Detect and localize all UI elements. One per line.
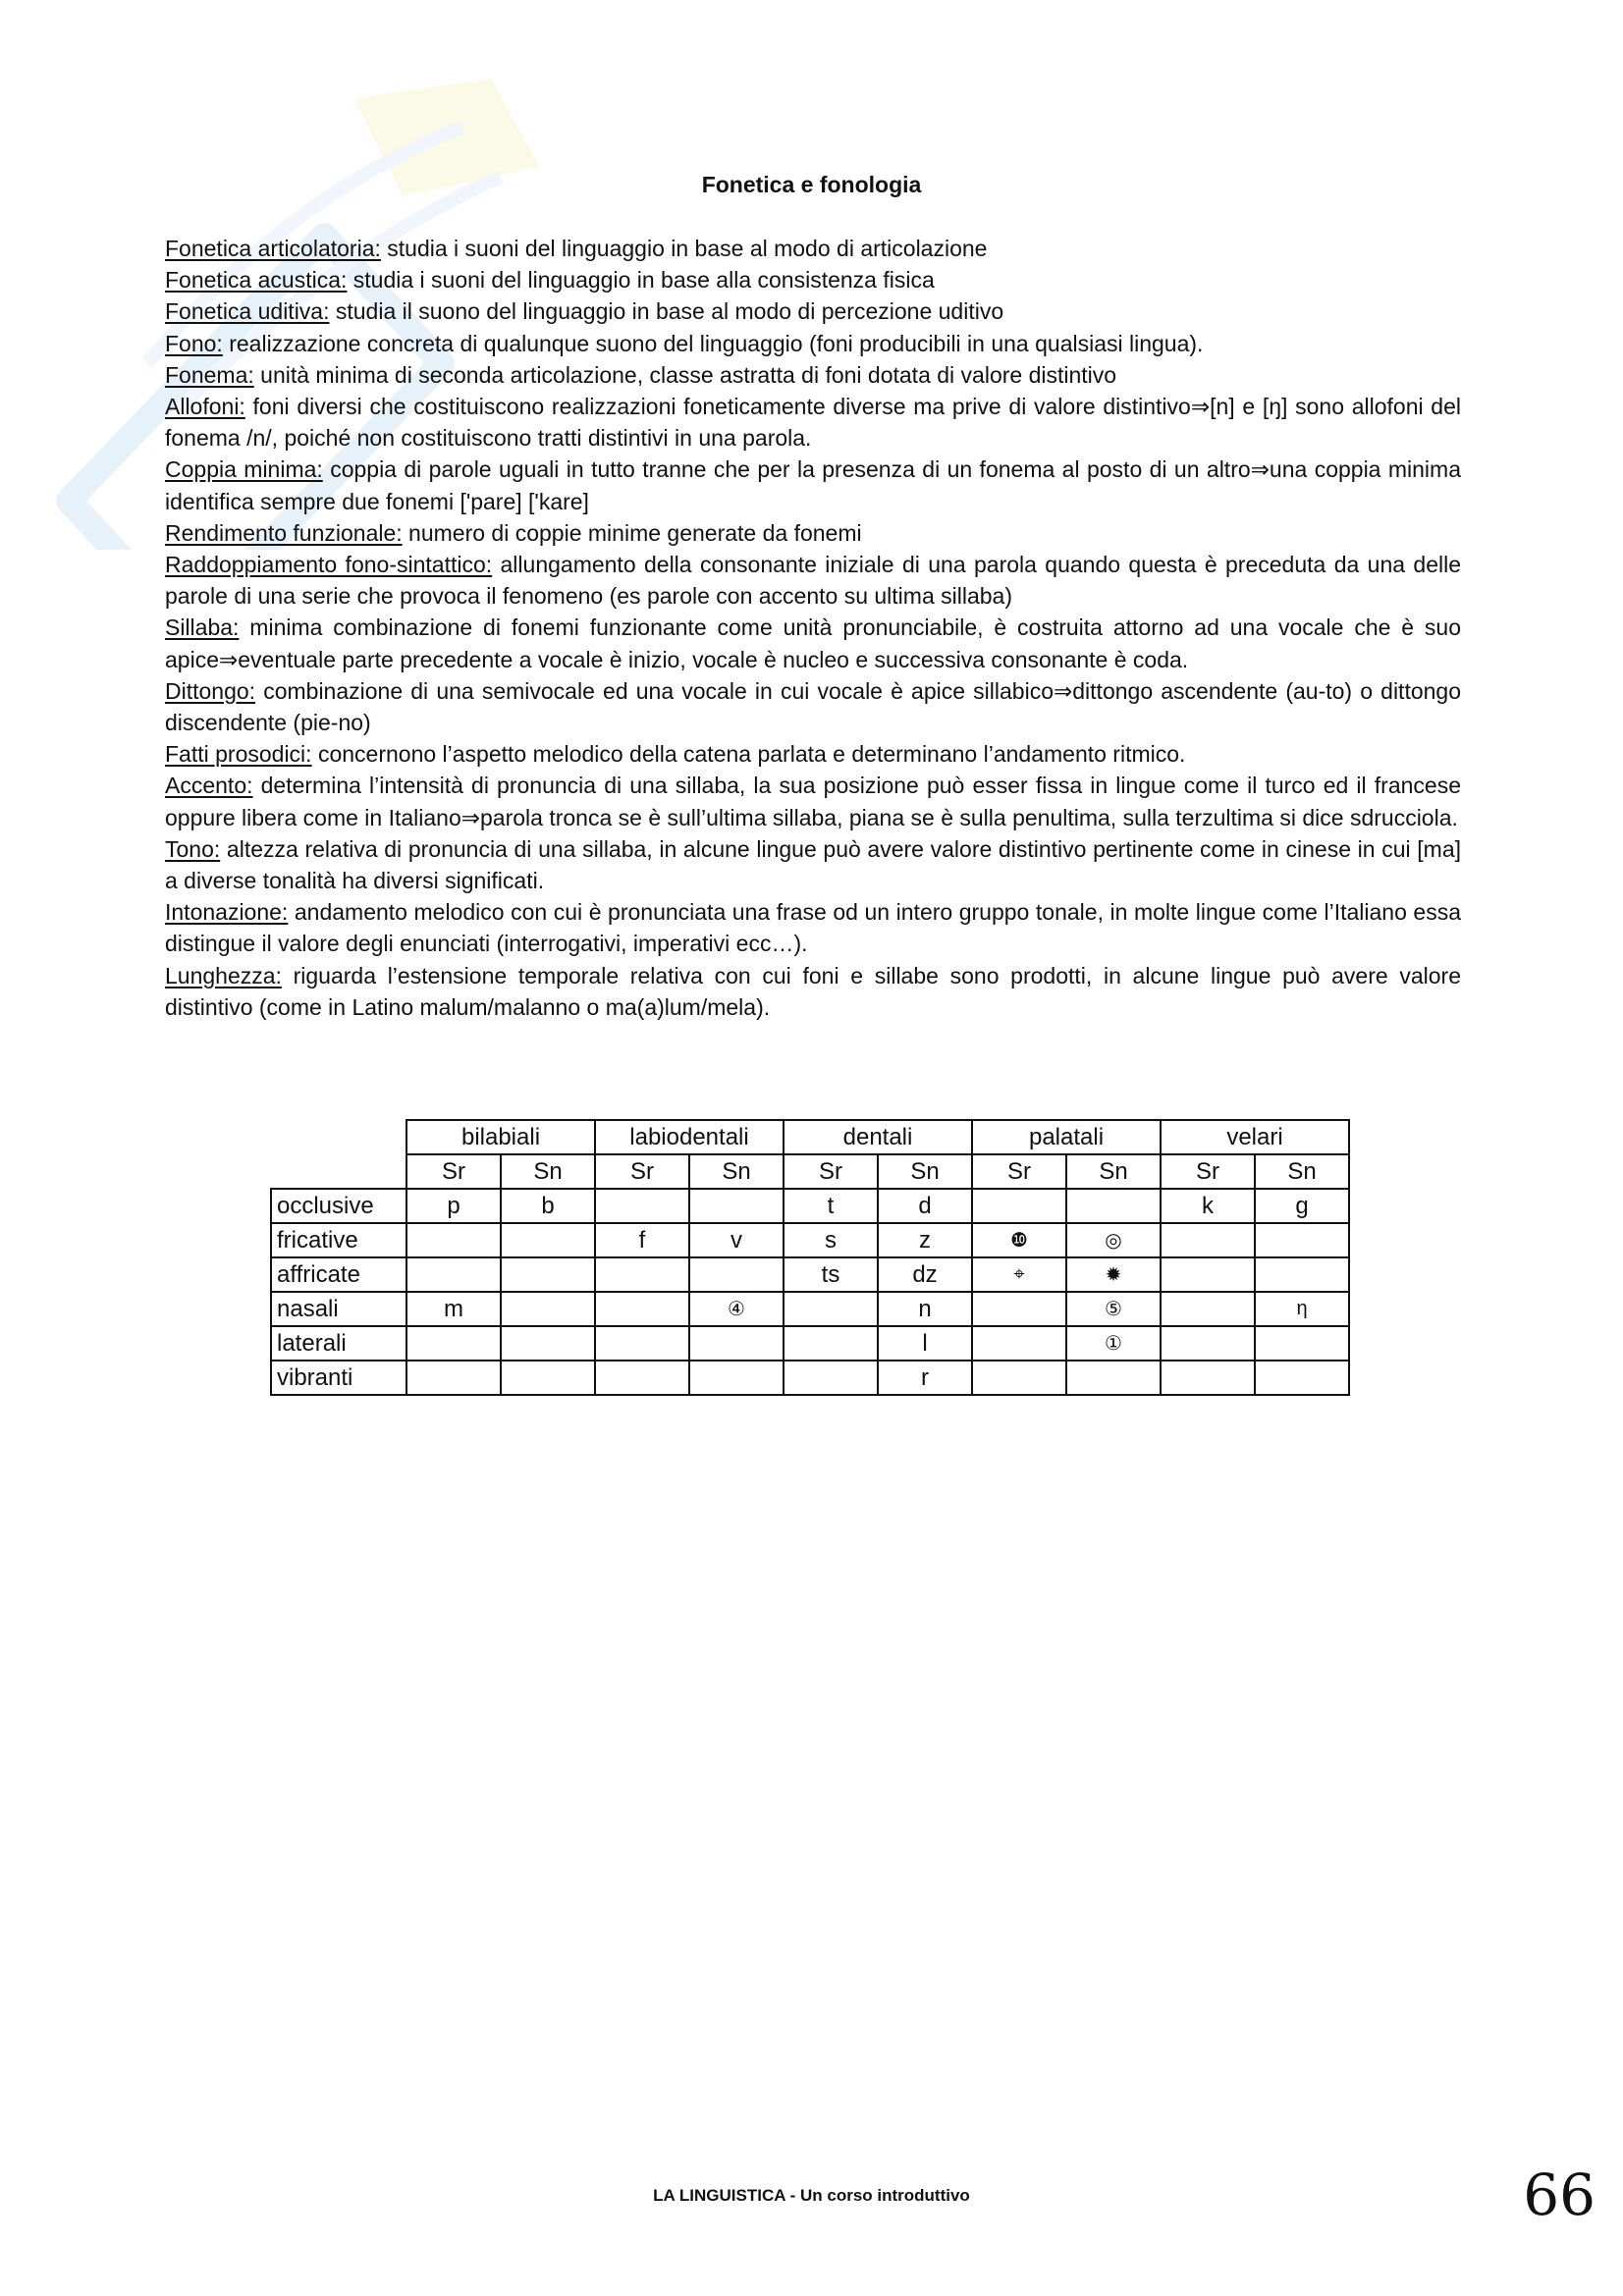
table-cell: z (878, 1223, 972, 1257)
page-title: Fonetica e fonologia (701, 172, 922, 197)
table-cell: ⑤ (1066, 1292, 1161, 1326)
glossary-definition: combinazione di una semivocale ed una vocale in cui vocale è apice sillabico⇒dittongo ascendente (au-to) o dittongo discendente (pie-no) (165, 677, 1461, 736)
place-header: dentali (784, 1120, 972, 1154)
glossary-definition: studia i suoni del linguaggio in base al modo di articolazione (380, 236, 988, 261)
glossary-term: Fonetica uditiva: (165, 298, 330, 325)
table-cell (972, 1189, 1066, 1223)
table-cell: d (878, 1189, 972, 1223)
table-cell (689, 1361, 784, 1395)
table-cell (406, 1326, 501, 1361)
table-cell: ① (1066, 1326, 1161, 1361)
manner-label: affricate (271, 1257, 406, 1292)
table-cell (784, 1361, 878, 1395)
table-row (271, 1257, 1349, 1292)
table-cell (1255, 1257, 1349, 1292)
place-header: palatali (972, 1120, 1161, 1154)
glossary-definition: concernono l’aspetto melodico della catena parlata e determinano l’andamento ritmico. (311, 741, 1186, 768)
table-cell: m (406, 1292, 501, 1326)
glossary-term: Lunghezza: (165, 962, 282, 988)
table-cell (406, 1223, 501, 1257)
glossary-definition: determina l’intensità di pronuncia di una sillaba, la sua posizione può esser fissa in lingue come il turco ed il francese oppure libera come in Italiano⇒parola tronca se è sull’ultima sillaba, piana se è sulla penultima, sulla terzultima si dice sdrucciola. (165, 773, 1461, 830)
table-cell (1161, 1223, 1255, 1257)
table-cell: n (878, 1292, 972, 1326)
table-cell: η (1255, 1292, 1349, 1326)
glossary-entry (165, 391, 1461, 454)
voicing-header: Sr (1161, 1154, 1255, 1189)
glossary-definition: coppia di parole uguali in tutto tranne che per la presenza di un fonema al posto di un altro⇒una coppia minima identifica sempre due fonemi ['pare] ['kare] (165, 456, 1461, 514)
table-corner (271, 1120, 406, 1189)
table-cell (689, 1257, 784, 1292)
table-cell (1255, 1223, 1349, 1257)
glossary-entry (165, 264, 1461, 295)
glossary (165, 233, 1461, 1023)
glossary-term: Fonetica acustica: (165, 267, 348, 294)
glossary-entry (165, 738, 1461, 770)
glossary-term: Raddoppiamento fono-sintattico: (165, 552, 493, 578)
place-header: labiodentali (595, 1120, 784, 1154)
table-cell (1161, 1326, 1255, 1361)
glossary-entry (165, 549, 1461, 612)
table-cell: ◎ (1066, 1223, 1161, 1257)
glossary-entry (165, 359, 1461, 391)
table-cell (595, 1326, 689, 1361)
table-cell: r (878, 1361, 972, 1395)
page-number: 66 (1523, 2162, 1596, 2228)
glossary-term: Rendimento funzionale: (165, 519, 403, 546)
table-cell: ✹ (1066, 1257, 1161, 1292)
voicing-header: Sr (595, 1154, 689, 1189)
table-cell (501, 1292, 595, 1326)
glossary-entry (165, 328, 1461, 359)
voicing-header: Sr (972, 1154, 1066, 1189)
glossary-term: Dittongo: (165, 677, 256, 704)
voicing-header: Sr (784, 1154, 878, 1189)
table-cell: k (1161, 1189, 1255, 1223)
table-cell: t (784, 1189, 878, 1223)
glossary-entry (165, 295, 1461, 327)
glossary-term: Fonema: (165, 361, 254, 388)
table-cell (972, 1326, 1066, 1361)
glossary-entry (165, 896, 1461, 959)
table-cell: ⌖ (972, 1257, 1066, 1292)
glossary-entry (165, 454, 1461, 516)
table-row (271, 1361, 1349, 1395)
table-cell: dz (878, 1257, 972, 1292)
manner-label: nasali (271, 1292, 406, 1326)
table-cell (1161, 1292, 1255, 1326)
table-cell (1255, 1326, 1349, 1361)
table-cell: f (595, 1223, 689, 1257)
table-cell (1066, 1361, 1161, 1395)
table-cell: ④ (689, 1292, 784, 1326)
glossary-entry (165, 233, 1461, 264)
glossary-entry (165, 675, 1461, 738)
table-cell (595, 1189, 689, 1223)
glossary-entry (165, 517, 1461, 549)
table-row (271, 1326, 1349, 1361)
table-cell (501, 1326, 595, 1361)
manner-label: fricative (271, 1223, 406, 1257)
glossary-definition: riguarda l’estensione temporale relativa con cui foni e sillabe sono prodotti, in alcune lingue può avere valore distintivo (come in Latino malum/malanno o ma(a)lum/mela). (165, 962, 1461, 1020)
glossary-entry (165, 770, 1461, 832)
glossary-term: Allofoni: (165, 394, 245, 420)
glossary-definition: allungamento della consonante iniziale di una parola quando questa è preceduta da una delle parole di una serie che provoca il fenomeno (es parole con accento su ultima sillaba) (165, 552, 1461, 610)
table-cell (406, 1361, 501, 1395)
glossary-definition: studia il suono del linguaggio in base al modo di percezione uditivo (329, 298, 1004, 325)
glossary-definition: foni diversi che costituiscono realizzazioni foneticamente diverse ma prive di valore distintivo⇒[n] e [ŋ] sono allofoni del fonema /n/, poiché non costituiscono tratti distintivi in una parola. (165, 394, 1461, 452)
table-cell (501, 1361, 595, 1395)
place-header: velari (1161, 1120, 1349, 1154)
voicing-header: Sn (1255, 1154, 1349, 1189)
glossary-definition: andamento melodico con cui è pronunciata una frase od un intero gruppo tonale, in molte lingue come l’Italiano essa distingue il valore degli enunciati (interrogativi, imperativi ecc…). (165, 899, 1461, 957)
table-cell: l (878, 1326, 972, 1361)
table-cell (689, 1326, 784, 1361)
glossary-term: Intonazione: (165, 899, 289, 926)
table-header-voicing (271, 1154, 1349, 1189)
manner-label: occlusive (271, 1189, 406, 1223)
table-cell (406, 1257, 501, 1292)
voicing-header: Sn (878, 1154, 972, 1189)
table-cell (784, 1326, 878, 1361)
table-cell (972, 1361, 1066, 1395)
table-cell (1161, 1361, 1255, 1395)
table-cell (1161, 1257, 1255, 1292)
table-cell: b (501, 1189, 595, 1223)
table-cell: g (1255, 1189, 1349, 1223)
glossary-definition: numero di coppie minime generate da fonemi (402, 519, 862, 546)
table-row (271, 1223, 1349, 1257)
table-cell (501, 1223, 595, 1257)
table-cell: v (689, 1223, 784, 1257)
table-cell (595, 1257, 689, 1292)
glossary-term: Tono: (165, 835, 221, 862)
glossary-definition: minima combinazione di fonemi funzionante come unità pronunciabile, è costruita attorno ad una vocale che è suo apice⇒eventuale parte precedente a vocale è inizio, vocale è nucleo e successiva consonante è coda. (165, 614, 1461, 672)
voicing-header: Sn (501, 1154, 595, 1189)
table-cell (784, 1292, 878, 1326)
voicing-header: Sr (406, 1154, 501, 1189)
glossary-term: Fatti prosodici: (165, 741, 312, 768)
glossary-entry (165, 612, 1461, 674)
table-cell (501, 1257, 595, 1292)
manner-label: laterali (271, 1326, 406, 1361)
voicing-header: Sn (1066, 1154, 1161, 1189)
table-cell: ts (784, 1257, 878, 1292)
glossary-term: Accento: (165, 773, 253, 799)
manner-label: vibranti (271, 1361, 406, 1395)
table-cell (595, 1292, 689, 1326)
table-cell: s (784, 1223, 878, 1257)
glossary-entry (165, 833, 1461, 896)
glossary-definition: realizzazione concreta di qualunque suono del linguaggio (foni producibili in una qualsiasi lingua). (222, 330, 1204, 356)
glossary-definition: unità minima di seconda articolazione, classe astratta di foni dotata di valore distintivo (253, 361, 1117, 388)
table-cell (689, 1189, 784, 1223)
table-cell (1066, 1189, 1161, 1223)
glossary-term: Fono: (165, 330, 223, 356)
table-cell: p (406, 1189, 501, 1223)
glossary-term: Sillaba: (165, 614, 240, 641)
table-cell (595, 1361, 689, 1395)
glossary-definition: altezza relativa di pronuncia di una sillaba, in alcune lingue può avere valore distintivo pertinente come in cinese in cui [ma] a diverse tonalità ha diversi significati. (165, 835, 1461, 894)
voicing-header: Sn (689, 1154, 784, 1189)
footer-text: LA LINGUISTICA - Un corso introduttivo (653, 2186, 970, 2205)
glossary-definition: studia i suoni del linguaggio in base alla consistenza fisica (347, 267, 935, 294)
table-cell: ❿ (972, 1223, 1066, 1257)
table-row (271, 1292, 1349, 1326)
consonant-table (270, 1119, 1350, 1396)
place-header: bilabiali (406, 1120, 595, 1154)
table-row (271, 1189, 1349, 1223)
table-cell (1255, 1361, 1349, 1395)
table-cell (972, 1292, 1066, 1326)
glossary-term: Coppia minima: (165, 456, 323, 483)
glossary-entry (165, 960, 1461, 1023)
table-header-places (271, 1120, 1349, 1154)
glossary-term: Fonetica articolatoria: (165, 236, 381, 261)
